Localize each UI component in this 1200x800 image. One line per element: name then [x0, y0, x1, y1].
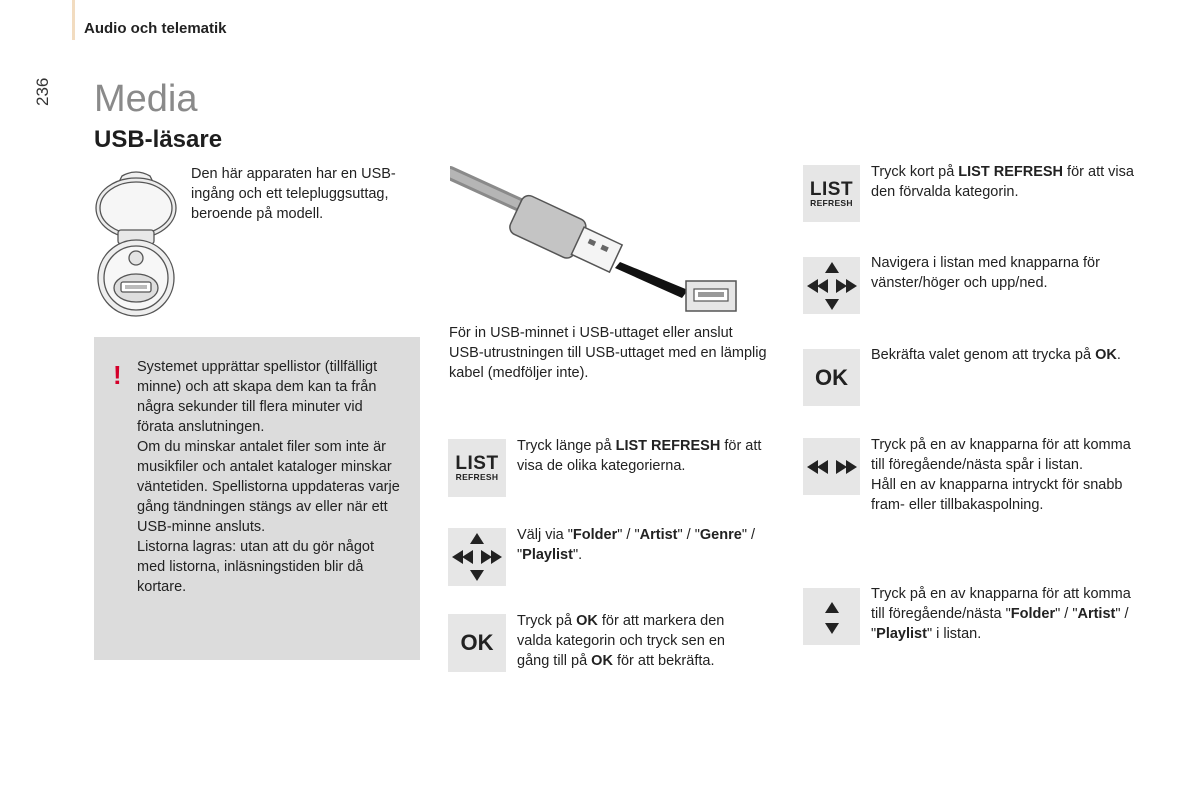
list-refresh-button-icon: [448, 439, 506, 497]
ok-label: OK: [460, 630, 494, 655]
four-way-arrows-icon: [803, 257, 860, 314]
step-folder-text: Tryck på en av knapparna för att komma till föregående/nästa "Folder" / "Artist" / "Playlist" i listan.: [871, 586, 1131, 642]
usb-socket-cover-illustration: [92, 168, 182, 318]
step-confirm-text: Bekräfta valet genom att trycka på OK.: [871, 347, 1121, 363]
step-long-press-text: Tryck länge på LIST REFRESH för att visa de olika kategorierna.: [517, 438, 762, 474]
page-number: [33, 66, 53, 106]
section-title: Audio och telematik: [84, 20, 227, 37]
intro-text: Den här apparaten har en USB-ingång och ett telepluggsuttag, beroende på modell.: [191, 166, 396, 222]
page-subtitle: USB-läsare: [94, 126, 223, 153]
warning-paragraph: Om du minskar antalet filer som inte är musikfiler och antalet kataloger minskar väntetiden. Spellistorna uppdateras varje gång tändningen stängs av eller när ett USB-minne ansluts.: [137, 439, 400, 535]
page-title: Media: [94, 78, 198, 120]
refresh-label: REFRESH: [455, 472, 499, 483]
track-line-1: Tryck på en av knapparna för att komma till föregående/nästa spår i listan.: [871, 437, 1131, 473]
warning-paragraph: Listorna lagras: utan att du gör något med listorna, inläsningstiden blir då kortare.: [137, 539, 374, 595]
refresh-label: REFRESH: [810, 197, 853, 208]
warning-paragraph: Systemet upprättar spellistor (tillfälligt minne) och att skapa dem kan ta från några sekunder till flera minuter vid förata anslutningen.: [137, 359, 378, 435]
ok-button-icon: [803, 349, 860, 406]
list-refresh-button-icon: [803, 165, 860, 222]
four-way-arrows-icon: [448, 528, 506, 586]
usb-plug-illustration: [450, 165, 750, 315]
step-navigate-text: Navigera i listan med knapparna för vänster/höger och upp/ned.: [871, 255, 1100, 291]
step-track-text: [871, 435, 1131, 515]
step-short-press-text: Tryck kort på LIST REFRESH för att visa den förvalda kategorin.: [871, 164, 1134, 200]
track-line-2: Håll en av knapparna intryckt för snabb fram- eller tillbakaspolning.: [871, 477, 1123, 513]
list-label: LIST: [809, 178, 854, 200]
step-ok-confirm-text: Tryck på OK för att markera den valda kategorin och tryck sen en gång till på OK för att bekräfta.: [517, 613, 725, 669]
ok-button-icon: [448, 614, 506, 672]
ok-label: OK: [815, 364, 848, 390]
rewind-fastforward-icon: [803, 438, 860, 495]
header-accent-bar: [72, 0, 75, 40]
warning-text: [137, 357, 402, 597]
list-label: LIST: [455, 453, 499, 475]
page-number-text: 236: [33, 77, 52, 106]
step-select-category-text: Välj via "Folder" / "Artist" / "Genre" / "Playlist".: [517, 527, 756, 563]
usb-caption: För in USB-minnet i USB-uttaget eller anslut USB-utrustningen till USB-uttaget med en lämplig kabel (medföljer inte).: [449, 325, 767, 381]
exclamation-icon: !: [113, 360, 122, 390]
up-down-arrows-icon: [803, 588, 860, 645]
